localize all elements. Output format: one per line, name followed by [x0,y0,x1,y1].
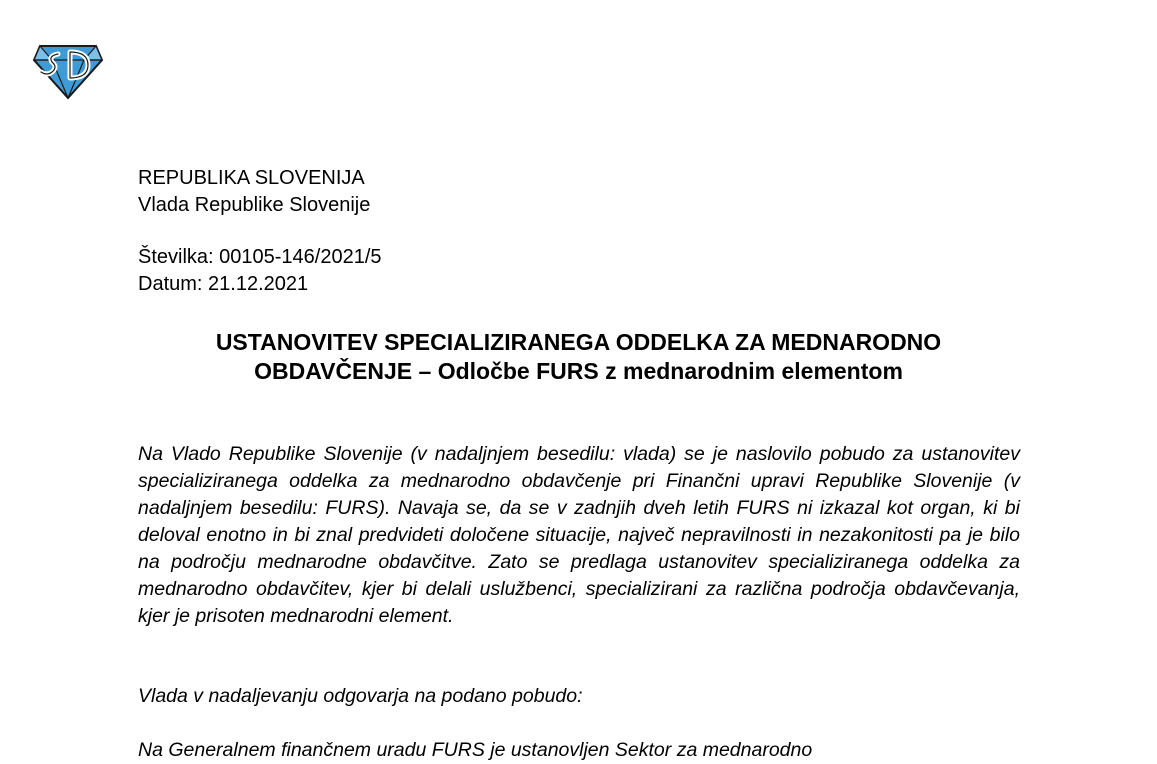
document-header [138,165,370,219]
republic-name: REPUBLIKA SLOVENIJA [138,167,365,189]
sd-diamond-logo-icon [32,40,104,100]
body-paragraph-3: Na Generalnem finančnem uradu FURS je ustanovljen Sektor za mednarodno [138,739,813,761]
title-line-1: USTANOVITEV SPECIALIZIRANEGA ODDELKA ZA MEDNARODNO [215,329,942,355]
document-meta [138,244,382,298]
document-number: Številka: 00105-146/2021/5 [138,246,382,268]
body-paragraph-2: Vlada v nadaljevanju odgovarja na podano pobudo: [138,685,583,707]
government-name: Vlada Republike Slovenije [138,194,371,216]
document-date: Datum: 21.12.2021 [138,273,309,295]
title-line-2: OBDAVČENJE – Odločbe FURS z mednarodnim elementom [254,358,903,384]
document-title [120,328,1037,386]
body-paragraph-1: Na Vlado Republike Slovenije (v nadaljnjem besedilu: vlada) se je naslovilo pobudo za ustanovitev specializiranega oddelka za mednarodno obdavčenje pri Finančni upravi Republike Slovenije (v nadaljnjem besedilu: FURS). Navaja se, da se v zadnjih dveh letih FURS ni izkazal kot organ, ki bi deloval enotno in bi znal predvideti določene situacije, največ nepravilnosti in nezakonitosti pa je bilo na področju mednarodne obdavčitve. Zato se predlaga ustanovitev specializiranega oddelka za mednarodno obdavčitev, kjer bi delali uslužbenci, specializirani za različna področja obdavčevanja, kjer je prisoten mednarodni element. [138,443,1020,627]
